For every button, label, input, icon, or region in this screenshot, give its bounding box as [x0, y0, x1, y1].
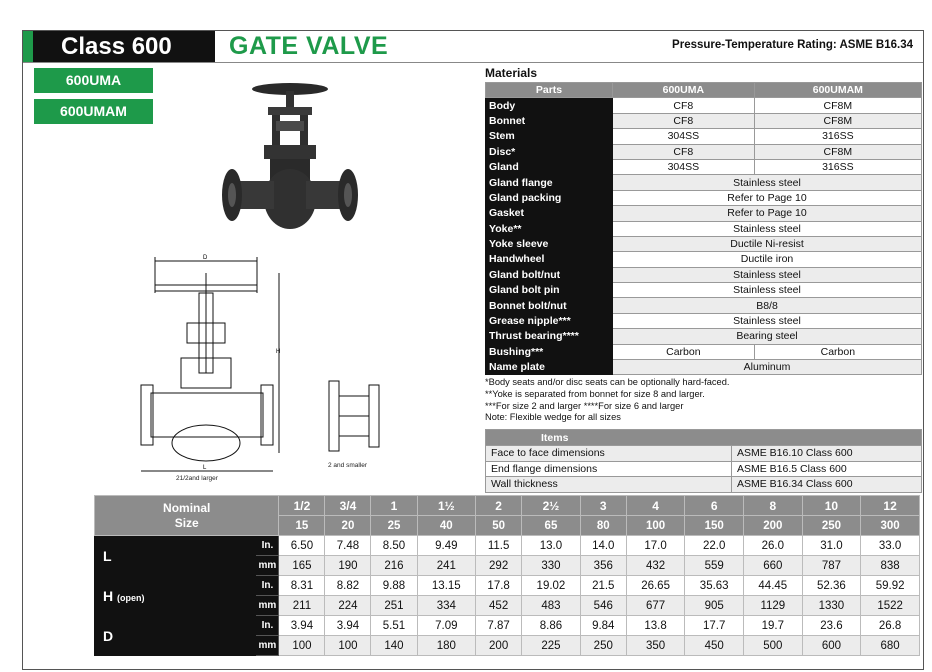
class-label: Class 600 [33, 31, 215, 62]
dim-value-in: 33.0 [861, 536, 920, 556]
size-in-cell: 1/2 [279, 496, 325, 516]
dim-value-mm: 450 [685, 636, 744, 656]
part-name: Name plate [486, 360, 613, 375]
dim-value-in: 26.8 [861, 616, 920, 636]
material-value: Refer to Page 10 [613, 190, 922, 205]
unit-in: In. [256, 576, 279, 596]
dim-value-mm: 680 [861, 636, 920, 656]
unit-mm: mm [256, 636, 279, 656]
dim-value-in: 13.15 [417, 576, 476, 596]
material-value: Bearing steel [613, 329, 922, 344]
table-row [486, 313, 922, 328]
dim-value-in: 3.94 [279, 616, 325, 636]
dim-value-in: 22.0 [685, 536, 744, 556]
dim-value-in: 7.87 [476, 616, 522, 636]
label-h: H [276, 349, 281, 355]
dim-value-in: 17.8 [476, 576, 522, 596]
part-name: Yoke sleeve [486, 236, 613, 251]
dim-value-in: 23.6 [802, 616, 861, 636]
materials-title: Materials [485, 66, 538, 80]
part-name: Handwheel [486, 252, 613, 267]
size-in-cell: 4 [626, 496, 685, 516]
item-value: ASME B16.34 Class 600 [732, 477, 922, 493]
part-name: Bonnet [486, 113, 613, 128]
dim-value-in: 52.36 [802, 576, 861, 596]
size-in-cell: 1½ [417, 496, 476, 516]
item-label: Face to face dimensions [486, 446, 732, 462]
dim-value-in: 6.50 [279, 536, 325, 556]
dim-value-mm: 190 [325, 556, 371, 576]
dim-value-mm: 180 [417, 636, 476, 656]
material-value-600uma: CF8 [613, 113, 755, 128]
part-name: Gland bolt pin [486, 283, 613, 298]
table-row [486, 190, 922, 205]
size-in-cell: 2½ [522, 496, 581, 516]
dim-value-mm: 1129 [744, 596, 803, 616]
size-mm-cell: 80 [580, 516, 626, 536]
part-name: Grease nipple*** [486, 313, 613, 328]
material-value: Stainless steel [613, 283, 922, 298]
size-in-cell: 6 [685, 496, 744, 516]
dim-value-in: 8.31 [279, 576, 325, 596]
part-name: Gland packing [486, 190, 613, 205]
col-600umam: 600UMAM [754, 83, 921, 98]
dim-value-in: 44.45 [744, 576, 803, 596]
size-mm-cell: 100 [626, 516, 685, 536]
table-row [486, 344, 922, 359]
dim-value-mm: 165 [279, 556, 325, 576]
size-mm-cell: 25 [371, 516, 417, 536]
dim-value-mm: 500 [744, 636, 803, 656]
materials-table [485, 82, 922, 375]
dim-value-mm: 905 [685, 596, 744, 616]
table-row [486, 446, 922, 462]
dim-value-in: 14.0 [580, 536, 626, 556]
table-row [486, 477, 922, 493]
dim-value-mm: 100 [325, 636, 371, 656]
item-label: End flange dimensions [486, 461, 732, 477]
dim-value-in: 26.0 [744, 536, 803, 556]
dim-value-mm: 211 [279, 596, 325, 616]
size-mm-cell: 300 [861, 516, 920, 536]
table-row [486, 329, 922, 344]
material-value-600umam: CF8M [754, 144, 921, 159]
dim-value-in: 21.5 [580, 576, 626, 596]
dim-value-in: 5.51 [371, 616, 417, 636]
material-value-600umam: CF8M [754, 98, 921, 113]
table-row [486, 360, 922, 375]
dim-value-mm: 330 [522, 556, 581, 576]
dim-value-mm: 838 [861, 556, 920, 576]
dim-value-mm: 1522 [861, 596, 920, 616]
catalog-page [22, 30, 924, 670]
material-value-600uma: 304SS [613, 129, 755, 144]
table-row [486, 129, 922, 144]
dim-value-in: 9.88 [371, 576, 417, 596]
dim-name: L [103, 547, 112, 564]
dim-value-mm: 432 [626, 556, 685, 576]
items-table [485, 429, 922, 493]
material-value: Ductile Ni-resist [613, 236, 922, 251]
dim-value-in: 35.63 [685, 576, 744, 596]
material-value-600uma: CF8 [613, 144, 755, 159]
dim-value-in: 17.7 [685, 616, 744, 636]
dim-value-mm: 350 [626, 636, 685, 656]
table-row [486, 144, 922, 159]
material-value: Refer to Page 10 [613, 206, 922, 221]
part-name: Bushing*** [486, 344, 613, 359]
material-value: B8/8 [613, 298, 922, 313]
dim-name: D [103, 627, 114, 644]
unit-in: In. [256, 536, 279, 556]
dim-value-mm: 224 [325, 596, 371, 616]
material-value: Stainless steel [613, 175, 922, 190]
dim-value-in: 8.50 [371, 536, 417, 556]
part-name: Stem [486, 129, 613, 144]
dim-value-in: 13.8 [626, 616, 685, 636]
materials-header-row [486, 83, 922, 98]
size-mm-cell: 50 [476, 516, 522, 536]
nominal-size-header [95, 496, 279, 536]
size-in-cell: 3/4 [325, 496, 371, 516]
size-in-cell: 8 [744, 496, 803, 516]
label-l: L [203, 465, 207, 471]
dim-value-mm: 100 [279, 636, 325, 656]
size-in-cell: 12 [861, 496, 920, 516]
dim-value-mm: 1330 [802, 596, 861, 616]
table-row [486, 298, 922, 313]
dim-value-in: 7.09 [417, 616, 476, 636]
dim-value-in: 9.84 [580, 616, 626, 636]
table-row [486, 252, 922, 267]
material-value: Stainless steel [613, 267, 922, 282]
part-name: Gland [486, 159, 613, 174]
table-row [486, 267, 922, 282]
material-value: Stainless steel [613, 221, 922, 236]
dim-row-label [95, 536, 256, 576]
rating-label: Pressure-Temperature Rating: ASME B16.34 [672, 39, 913, 51]
unit-in: In. [256, 616, 279, 636]
dim-value-mm: 356 [580, 556, 626, 576]
table-row [486, 221, 922, 236]
dim-value-mm: 200 [476, 636, 522, 656]
item-value: ASME B16.10 Class 600 [732, 446, 922, 462]
dim-value-mm: 483 [522, 596, 581, 616]
dim-value-in: 7.48 [325, 536, 371, 556]
dim-value-mm: 787 [802, 556, 861, 576]
table-row [486, 283, 922, 298]
col-parts: Parts [486, 83, 613, 98]
item-value: ASME B16.5 Class 600 [732, 461, 922, 477]
size-in-cell: 2 [476, 496, 522, 516]
valve-drawing-small [323, 371, 383, 471]
material-value-600umam: 316SS [754, 129, 921, 144]
label-d: D [203, 255, 208, 261]
dim-value-in: 26.65 [626, 576, 685, 596]
note-line: Note: Flexible wedge for all sizes [485, 412, 621, 423]
dim-value-in: 17.0 [626, 536, 685, 556]
dim-value-mm: 334 [417, 596, 476, 616]
table-row [486, 206, 922, 221]
table-row [95, 536, 920, 556]
dim-row-label [95, 576, 256, 616]
dim-value-mm: 660 [744, 556, 803, 576]
size-mm-cell: 250 [802, 516, 861, 536]
dim-name: H [103, 587, 114, 604]
unit-mm: mm [256, 556, 279, 576]
page-header [23, 31, 923, 63]
dim-value-mm: 452 [476, 596, 522, 616]
note-line: *Body seats and/or disc seats can be optionally hard-faced. [485, 377, 730, 387]
dim-value-in: 19.7 [744, 616, 803, 636]
part-name: Gland bolt/nut [486, 267, 613, 282]
material-value-600umam: 316SS [754, 159, 921, 174]
dimensions-table [94, 495, 920, 656]
table-row [486, 236, 922, 251]
dim-value-mm: 677 [626, 596, 685, 616]
size-mm-cell: 15 [279, 516, 325, 536]
size-mm-cell: 200 [744, 516, 803, 536]
dim-value-in: 8.86 [522, 616, 581, 636]
valve-drawing-large [133, 253, 283, 483]
table-row [486, 98, 922, 113]
unit-mm: mm [256, 596, 279, 616]
size-mm-cell: 20 [325, 516, 371, 536]
size-mm-cell: 40 [417, 516, 476, 536]
size-mm-cell: 150 [685, 516, 744, 536]
part-name: Thrust bearing**** [486, 329, 613, 344]
part-name: Disc* [486, 144, 613, 159]
part-name: Bonnet bolt/nut [486, 298, 613, 313]
model-tag-600umam: 600UMAM [34, 99, 153, 124]
size-in-cell: 3 [580, 496, 626, 516]
material-value-600umam: CF8M [754, 113, 921, 128]
material-value-600uma: CF8 [613, 98, 755, 113]
table-row [95, 576, 920, 596]
nominal-label: Nominal [163, 500, 211, 515]
dim-row-label [95, 616, 256, 656]
dim-suffix: (open) [117, 592, 145, 603]
table-row [486, 113, 922, 128]
dim-value-in: 9.49 [417, 536, 476, 556]
size-label: Size [174, 515, 199, 530]
size-mm-cell: 65 [522, 516, 581, 536]
dim-value-in: 59.92 [861, 576, 920, 596]
note-line: ***For size 2 and larger ****For size 6 and larger [485, 400, 684, 411]
caption-large: 21/2and larger [176, 475, 218, 482]
item-label: Wall thickness [486, 477, 732, 493]
materials-notes [485, 377, 729, 424]
page-title: GATE VALVE [229, 32, 389, 60]
part-name: Yoke** [486, 221, 613, 236]
dim-value-mm: 241 [417, 556, 476, 576]
size-in-cell: 1 [371, 496, 417, 516]
dim-value-mm: 140 [371, 636, 417, 656]
note-line: **Yoke is separated from bonnet for size 8 and larger. [485, 388, 705, 399]
dim-value-in: 8.82 [325, 576, 371, 596]
material-value-600uma: Carbon [613, 344, 755, 359]
dim-value-mm: 600 [802, 636, 861, 656]
part-name: Gasket [486, 206, 613, 221]
material-value-600uma: 304SS [613, 159, 755, 174]
dim-value-mm: 250 [580, 636, 626, 656]
dim-value-in: 13.0 [522, 536, 581, 556]
material-value-600umam: Carbon [754, 344, 921, 359]
size-in-cell: 10 [802, 496, 861, 516]
dim-value-mm: 559 [685, 556, 744, 576]
caption-small: 2 and smaller [328, 462, 368, 469]
valve-photo [220, 81, 360, 241]
items-header: Items [486, 430, 922, 446]
table-row [486, 159, 922, 174]
table-row [95, 616, 920, 636]
material-value: Aluminum [613, 360, 922, 375]
part-name: Body [486, 98, 613, 113]
dim-value-in: 11.5 [476, 536, 522, 556]
dim-value-mm: 546 [580, 596, 626, 616]
table-row [486, 461, 922, 477]
dim-value-mm: 216 [371, 556, 417, 576]
header-accent [23, 31, 33, 62]
size-in-row [95, 496, 920, 516]
model-tag-600uma: 600UMA [34, 68, 153, 93]
dim-value-mm: 225 [522, 636, 581, 656]
dim-value-mm: 251 [371, 596, 417, 616]
material-value: Stainless steel [613, 313, 922, 328]
dim-value-in: 19.02 [522, 576, 581, 596]
dim-value-in: 31.0 [802, 536, 861, 556]
col-600uma: 600UMA [613, 83, 755, 98]
part-name: Gland flange [486, 175, 613, 190]
table-row [486, 175, 922, 190]
material-value: Ductile iron [613, 252, 922, 267]
dim-value-in: 3.94 [325, 616, 371, 636]
dim-value-mm: 292 [476, 556, 522, 576]
